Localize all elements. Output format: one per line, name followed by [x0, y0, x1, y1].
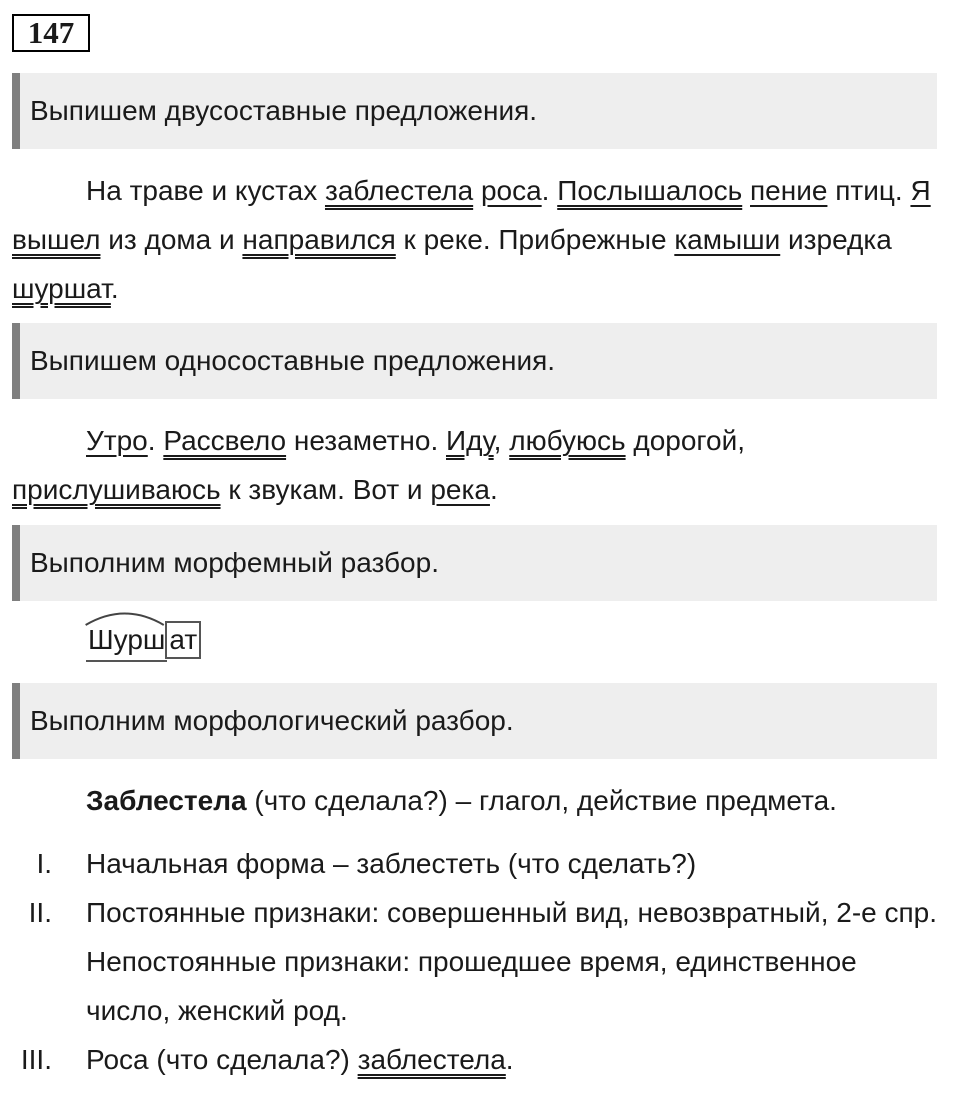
intro-text: (что сделала?) – глагол, действие предмета.: [246, 785, 837, 816]
two-part-sentences-text: [12, 166, 942, 313]
main-member-word: Иду: [446, 425, 494, 456]
subject-word: камыши: [674, 224, 781, 255]
section-heading-morphological: Выполним морфологический разбор.: [12, 683, 937, 759]
list-marker: III.: [20, 1044, 52, 1075]
predicate-word: направился: [242, 224, 396, 255]
main-member-word: Утро: [86, 425, 148, 456]
main-member-word: прислушиваюсь: [12, 474, 221, 505]
text-fragment: дорогой,: [625, 425, 746, 456]
predicate-word: вышел: [12, 224, 101, 255]
subject-word: Я: [910, 175, 931, 206]
text-fragment: птиц.: [827, 175, 911, 206]
predicate-word: Послышалось: [557, 175, 743, 206]
text-fragment: .: [147, 425, 164, 456]
text-fragment: изредка: [780, 224, 892, 255]
text-fragment: На траве и кустах: [86, 175, 325, 206]
root-morpheme: [86, 620, 167, 662]
one-part-sentences-text: [12, 416, 942, 514]
text-fragment: из дома и: [100, 224, 243, 255]
text-fragment: к реке. Прибрежные: [395, 224, 675, 255]
list-item-text: Постоянные признаки: совершенный вид, невозвратный, 2-е спр. Непостоянные признаки: прошедшее время, единственное число, женский род.: [86, 897, 938, 1026]
main-member-word: Рассвело: [163, 425, 287, 456]
section-heading-one-part: Выпишем односоставные предложения.: [12, 323, 937, 399]
text-fragment: незаметно.: [286, 425, 446, 456]
list-item-text: [86, 1035, 946, 1084]
text-fragment: к звукам. Вот и: [220, 474, 431, 505]
root-arc-icon: [84, 608, 165, 626]
list-marker: II.: [28, 897, 52, 928]
analyzed-word: Заблестела: [86, 785, 247, 816]
subject-word: пение: [750, 175, 828, 206]
text-fragment: .: [110, 273, 119, 304]
text-fragment: .: [489, 474, 498, 505]
subject-word: роса: [480, 175, 542, 206]
text-fragment: [473, 175, 481, 206]
morphological-intro: [12, 776, 942, 825]
text-fragment: .: [541, 175, 558, 206]
section-heading-two-part: Выпишем двусоставные предложения.: [12, 73, 937, 149]
main-member-word: любуюсь: [509, 425, 626, 456]
text-fragment: Роса (что сделала?): [86, 1044, 358, 1075]
root-text: Шурш: [88, 624, 166, 655]
text-fragment: ,: [493, 425, 510, 456]
list-item-text: Начальная форма – заблестеть (что сделать?): [86, 848, 697, 879]
text-fragment: [742, 175, 750, 206]
list-marker: I.: [36, 848, 52, 879]
main-member-word: река: [430, 474, 490, 505]
exercise-number: 147: [12, 14, 90, 52]
predicate-word: заблестела: [324, 175, 474, 206]
section-heading-morphemic: Выполним морфемный разбор.: [12, 525, 937, 601]
text-fragment: .: [505, 1044, 514, 1075]
predicate-word: шуршат: [12, 273, 111, 304]
predicate-word: заблестела: [357, 1044, 506, 1075]
morphemic-analysis: [86, 620, 201, 666]
ending-morpheme: ат: [165, 621, 201, 659]
